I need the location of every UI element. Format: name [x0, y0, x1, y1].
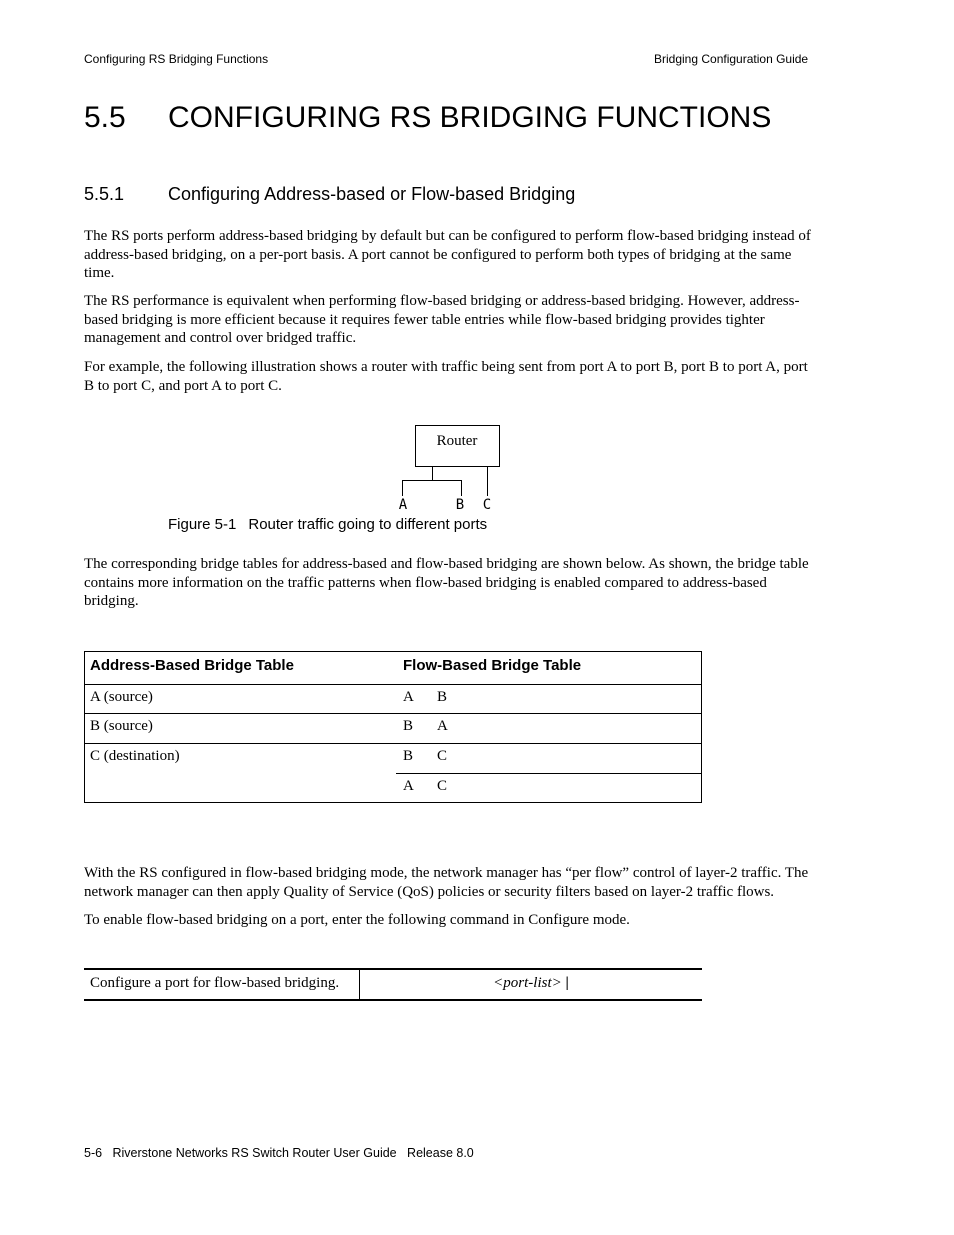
figure-caption-text: Router traffic going to different ports: [248, 516, 488, 533]
row-rule: [396, 773, 701, 774]
section-title: [84, 101, 771, 135]
paragraph-bridge-tables: The corresponding bridge tables for address-based and flow-based bridging are shown below. As shown, the bridge table contains more information on the traffic patterns when flow-based bridging is enabled compared to address-based bridging.: [84, 556, 809, 610]
port-a-label: A: [398, 497, 408, 513]
address-row-c: C (destination): [90, 748, 180, 764]
address-table-header: Address-Based Bridge Table: [90, 657, 294, 674]
subsection-number: 5.5.1: [84, 184, 125, 204]
flow-row-1-src: A: [403, 689, 414, 705]
flow-row-3-src: B: [403, 748, 414, 764]
command-port-list-arg: <port-list>: [493, 975, 562, 991]
running-header-left: Configuring RS Bridging Functions: [84, 52, 269, 66]
command-suffix: |: [561, 975, 569, 991]
address-row-b: B (source): [90, 718, 153, 734]
command-table: [84, 968, 702, 1001]
paragraph-performance: The RS performance is equivalent when performing flow-based bridging or address-based bridging. However, address-based bridging is more efficient because it requires fewer table entries while flow-based bridging provides tighter management and control over bridged traffic.: [84, 293, 800, 347]
page-footer: [84, 1146, 474, 1160]
section-heading-text: CONFIGURING RS BRIDGING FUNCTIONS: [168, 101, 772, 134]
flow-row-4-dst: C: [437, 778, 448, 794]
row-rule: [85, 743, 701, 744]
bridge-table: [84, 651, 702, 803]
footer-book-title: Riverstone Networks RS Switch Router User Guide: [112, 1146, 397, 1160]
flow-row-2-dst: A: [437, 718, 448, 734]
router-label: Router: [436, 433, 478, 449]
figure-caption: [168, 516, 487, 533]
paragraph-example: For example, the following illustration shows a router with traffic being sent from port A to port B, port B to port A, port B to port C, and port A to port C.: [84, 359, 808, 394]
section-number: 5.5: [84, 101, 126, 134]
flow-row-3-dst: C: [437, 748, 448, 764]
paragraph-enable-command: To enable flow-based bridging on a port, enter the following command in Configure mode.: [84, 912, 630, 928]
figure-caption-number: Figure 5-1: [168, 516, 237, 533]
subsection-title: [84, 184, 575, 205]
row-rule: [85, 713, 701, 714]
port-b-label: B: [455, 497, 465, 513]
paragraph-default-bridging: The RS ports perform address-based bridging by default but can be configured to perform flow-based bridging instead of address-based bridging, on a per-port basis. A port cannot be configured to perform both types of bridging at the same time.: [84, 228, 811, 282]
port-c-label: C: [482, 497, 492, 513]
address-row-a: A (source): [90, 689, 153, 705]
flow-row-4-src: A: [403, 778, 414, 794]
footer-page-number: 5-6: [84, 1146, 103, 1160]
subsection-heading-text: Configuring Address-based or Flow-based Bridging: [168, 184, 576, 204]
running-header-right: Bridging Configuration Guide: [654, 52, 809, 66]
paragraph-flow-mode: With the RS configured in flow-based bridging mode, the network manager has “per flow” control of layer-2 traffic. The network manager can then apply Quality of Service (QoS) policies or security filters based on layer-2 traffic flows.: [84, 865, 809, 900]
footer-release: Release 8.0: [407, 1146, 474, 1160]
command-syntax: [360, 975, 702, 992]
router-diagram: [390, 420, 520, 516]
header-rule: [85, 684, 701, 685]
flow-table-header: Flow-Based Bridge Table: [403, 657, 582, 674]
flow-row-1-dst: B: [437, 689, 448, 705]
command-description: Configure a port for flow-based bridging.: [90, 975, 340, 991]
flow-row-2-src: B: [403, 718, 414, 734]
